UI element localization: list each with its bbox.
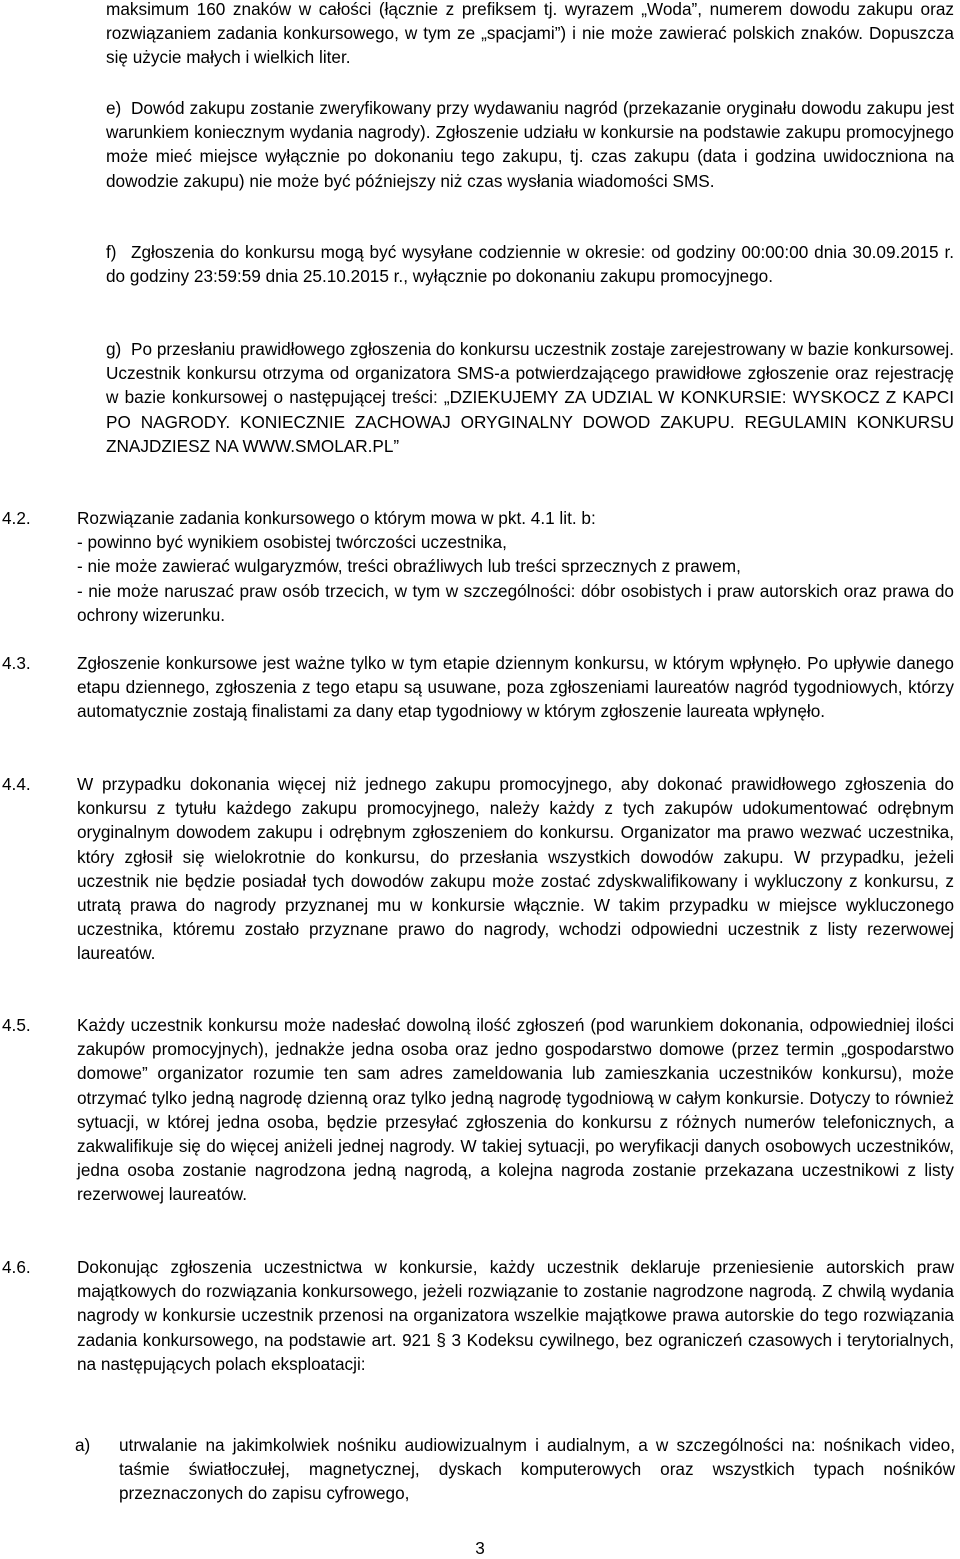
- section-number: 4.4.: [2, 774, 31, 794]
- item-text: Po przesłaniu prawidłowego zgłoszenia do konkursu uczestnik zostaje zarejestrowany w bazie konkursowej. Uczestnik konkursu otrzyma od organizatora SMS-a potwierdzającego prawidłowe zgłoszenie oraz rejestrację w bazie konkursowej o następującej treści: „DZIEKUJEMY ZA UDZIAL W KONKURSIE: WYSKOCZ Z KAPCI PO NAGRODY. KONIECZNIE ZACHOWAJ ORYGINALNY DOWOD ZAKUPU. REGULAMIN KONKURSU ZNAJDZIESZ NA WWW.SMOLAR.PL”: [106, 339, 954, 456]
- section-text: Zgłoszenie konkursowe jest ważne tylko w tym etapie dziennym konkursu, w którym wpłynęło. Po upływie danego etapu dziennego, zgłoszenia z tego etapu są usuwane, poza zgłoszeniami laureatów nagród tygodniowych, którzy automatycznie zostają finalistami za dany etap tygodniowy w którym zgłoszenie laureata wpłynęło.: [77, 653, 954, 722]
- section-line: - nie może zawierać wulgaryzmów, treści obraźliwych lub treści sprzecznych z prawem,: [77, 556, 741, 577]
- page-number: 3: [475, 1538, 485, 1558]
- section-number: 4.5.: [2, 1015, 31, 1035]
- item-label: f): [106, 242, 117, 262]
- section-4-4: [2, 772, 954, 966]
- section-number: 4.6.: [2, 1257, 31, 1277]
- section-text: [77, 506, 954, 627]
- section-text: Dokonując zgłoszenia uczestnictwa w konkursie, każdy uczestnik deklaruje przeniesienie autorskich praw majątkowych do rozwiązania konkursowego, jeżeli rozwiązanie to zostanie nagrodzone nagrodą. Z chwilą wydania nagrody w konkursie uczestnik przenosi na organizatora wszelkie majątkowe prawa autorskie do tego rozwiązania zadania konkursowego, na podstawie art. 921 § 3 Kodeksu cywilnego, bez ograniczeń czasowych i terytorialnych, na następujących polach eksploatacji:: [77, 1257, 954, 1374]
- sub-item-a: [75, 1433, 955, 1506]
- section-line: - nie może naruszać praw osób trzecich, w tym w szczególności: dóbr osobistych i praw autorskich oraz prawa do ochrony wizerunku.: [77, 580, 954, 625]
- item-label: e): [106, 98, 122, 118]
- item-text: Dowód zakupu zostanie zweryfikowany przy wydawaniu nagród (przekazanie oryginału dowodu zakupu jest warunkiem koniecznym wydania nagrody). Zgłoszenie udziału w konkursie na podstawie zakupu promocyjnego może mieć miejsce wyłącznie po dokonaniu tego zakupu, tj. czas zakupu (data i godzina uwidoczniona na dowodzie zakupu) nie może być późniejszy niż czas wysłania wiadomości SMS.: [106, 98, 954, 191]
- item-text: Zgłoszenia do konkursu mogą być wysyłane codziennie w okresie: od godziny 00:00:00 dnia 30.09.2015 r. do godziny 23:59:59 dnia 25.10.2015 r., wyłącznie po dokonaniu zakupu promocyjnego.: [106, 242, 954, 287]
- section-4-3: [2, 651, 954, 724]
- section-number: 4.2.: [2, 508, 31, 528]
- item-label: g): [106, 339, 122, 359]
- section-text: Każdy uczestnik konkursu może nadesłać dowolną ilość zgłoszeń (pod warunkiem dokonania, odpowiedniej ilości zakupów promocyjnych), jednakże jedna osoba oraz jedno gospodarstwo domowe (przez termin „gospodarstwo domowe” organizator rozumie ten sam adres zameldowania lub zamieszkania uczestników konkursu), może otrzymać tylko jedną nagrodę dzienną oraz tylko jedną nagrodę tygodniową w całym konkursie. Dotyczy to również sytuacji, w której jedna osoba, będzie przesyłać zgłoszenia do konkursu z różnych numerów telefonicznych, a zakwalifikuje się do więcej aniżeli jednej nagrody. W takiej sytuacji, po weryfikacji danych osobowych uczestników, jedna osoba zostanie nagrodzona jedną nagrodą, a kolejna nagroda zostanie przekazana uczestnikowi z listy rezerwowej laureatów.: [77, 1015, 954, 1205]
- item-text: utrwalanie na jakimkolwiek nośniku audiowizualnym i audialnym, a w szczególności na: nośnikach video, taśmie światłoczułej, magnetycznej, dyskach komputerowych oraz wszystkich typach nośników przeznaczonych do zapisu cyfrowego,: [119, 1435, 955, 1504]
- section-line: Rozwiązanie zadania konkursowego o którym mowa w pkt. 4.1 lit. b:: [77, 508, 596, 528]
- list-item-e: [106, 96, 954, 193]
- item-label: a): [75, 1435, 91, 1455]
- section-number: 4.3.: [2, 653, 31, 673]
- section-text: W przypadku dokonania więcej niż jednego zakupu promocyjnego, aby dokonać prawidłowego zgłoszenia do konkursu z tytułu każdego zakupu promocyjnego, należy każdy z tych zakupów udokumentować odrębnym oryginalnym dowodem zakupu i odrębnym zgłoszeniem do konkursu. Organizator ma prawo wezwać uczestnika, który zgłosił się wielokrotnie do konkursu, do przesłania wszystkich dowodów zakupu. W przypadku, jeżeli uczestnik nie będzie posiadał tych dowodów zakupu może zostać zdyskwalifikowany i wykluczony z konkursu, z utratą prawa do nagrody przyznanej mu w konkursie włącznie. W takim przypadku w miejsce wykluczonego uczestnika, któremu zostało przyznane prawo do nagrody, wchodzi odpowiedni uczestnik z listy rezerwowej laureatów.: [77, 774, 954, 964]
- continued-paragraph: maksimum 160 znaków w całości (łącznie z prefiksem tj. wyrazem „Woda”, numerem dowodu zakupu oraz rozwiązaniem zadania konkursowego, w tym ze „spacjami”) i nie może zawierać polskich znaków. Dopuszcza się użycie małych i wielkich liter.: [106, 0, 954, 68]
- list-item-g: [106, 337, 954, 458]
- section-line: - powinno być wynikiem osobistej twórczości uczestnika,: [77, 532, 507, 553]
- section-4-6: [2, 1255, 954, 1376]
- list-item-f: [106, 240, 954, 288]
- section-4-2: [2, 506, 954, 627]
- section-4-5: [2, 1013, 954, 1207]
